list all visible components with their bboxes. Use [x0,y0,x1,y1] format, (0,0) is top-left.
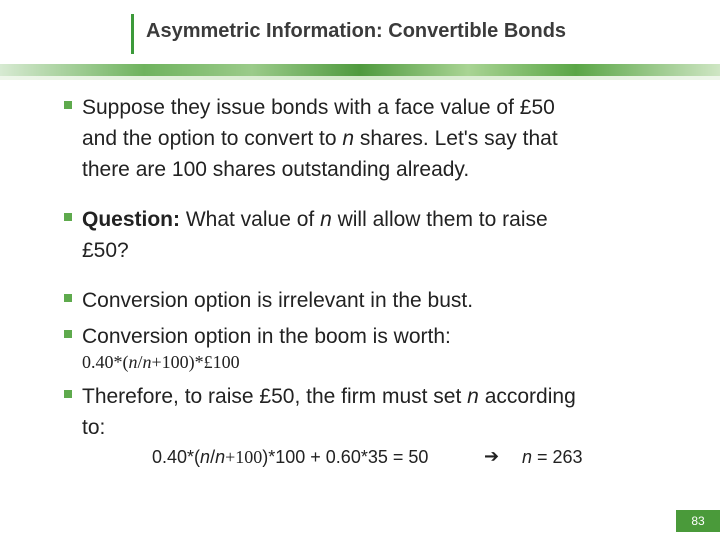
bullet-marker [64,330,72,338]
bullet-5-line-1: Therefore, to raise £50, the firm must set n according [82,385,576,408]
equation-result: n = 263 [522,447,583,467]
bullet-5-line-2: to: [82,416,106,439]
header-decorative-stripe-light [0,76,720,80]
slide-number: 83 [676,510,720,532]
bullet-2-line-2: £50? [82,239,129,262]
title-accent-bar [131,14,134,54]
final-equation: 0.40*(n/n+100)*100 + 0.60*35 = 50 [152,447,429,467]
bullet-marker [64,390,72,398]
bullet-text-4: Conversion option in the boom is worth: [82,325,451,348]
implies-arrow-icon: ➔ [484,446,500,466]
bullet-2-line-1: Question: What value of n will allow them to raise [82,208,548,231]
bullet-1-line-1: Suppose they issue bonds with a face value of £50 [82,96,555,119]
bullet-text-5 [82,381,576,443]
bullet-text-1 [82,92,558,185]
bullet-1-line-2: and the option to convert to n shares. Let's say that [82,127,558,150]
boom-value-formula: 0.40*(n/n+100)*£100 [82,352,240,372]
bullet-1-line-3: there are 100 shares outstanding already. [82,158,470,181]
header-decorative-stripe [0,64,720,76]
slide-title: Asymmetric Information: Convertible Bonds [146,20,567,42]
bullet-marker [64,294,72,302]
bullet-marker [64,213,72,221]
bullet-text-2 [82,204,548,266]
bullet-marker [64,101,72,109]
bullet-text-3: Conversion option is irrelevant in the bust. [82,289,474,312]
